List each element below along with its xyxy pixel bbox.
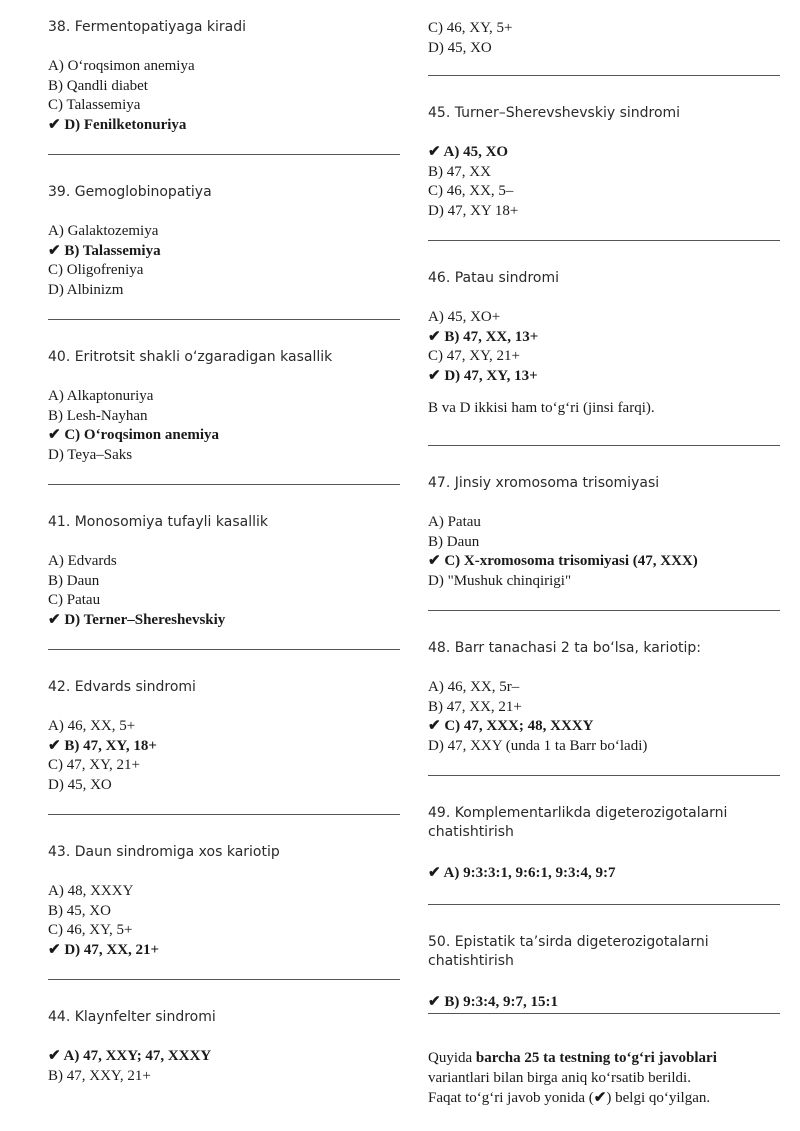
divider: [48, 154, 400, 155]
option-b: B) 47, XX, 21+: [428, 698, 522, 715]
option-d-correct: ✔ D) 47, XX, 21+: [48, 941, 160, 958]
question-title: 41. Monosomiya tufayli kasallik: [48, 514, 268, 530]
option-c-correct: ✔ C) O‘roqsimon anemiya: [48, 427, 220, 443]
option-c: C) 46, XY, 5+: [428, 20, 513, 36]
check-mark-icon: ✔: [593, 1090, 607, 1106]
option-a: A) Alkaptonuriya: [48, 388, 154, 404]
option-d: D) 47, XY 18+: [428, 202, 519, 219]
option-c-correct: ✔ C) 47, XXX; 48, XXXY: [428, 718, 594, 734]
divider: [428, 75, 780, 76]
option-a: A) Edvards: [48, 553, 117, 569]
question-title-line1: 49. Komplementarlikda digeterozigotalarni: [428, 805, 728, 821]
option-a: A) Patau: [428, 514, 481, 530]
option-d: D) "Mushuk chinqirigi": [428, 572, 572, 589]
question-title: 47. Jinsiy xromosoma trisomiyasi: [428, 475, 660, 491]
option-c: C) 47, XY, 21+: [48, 757, 140, 773]
question-title: 44. Klaynfelter sindromi: [48, 1009, 216, 1025]
divider: [428, 445, 780, 446]
option-c: C) 46, XX, 5–: [428, 183, 514, 199]
option-a: A) 46, XX, 5r–: [428, 679, 520, 695]
question-title: 50. Epistatik ta’sirda digeterozigotalarni chatishtirish: [428, 934, 709, 969]
option-b-correct: ✔ B) 47, XY, 18+: [48, 737, 157, 754]
option-d: D) 45, XO: [428, 39, 492, 56]
footer-line-3: [428, 1088, 780, 1108]
option-c: C) 47, XY, 21+: [428, 348, 520, 364]
option-b: B) Daun: [428, 533, 480, 550]
option-b: B) 45, XO: [48, 902, 111, 919]
question-38: [48, 18, 400, 135]
option-d-correct: ✔ D) 47, XY, 13+: [428, 367, 538, 384]
option-c: C) Oligofreniya: [48, 262, 144, 278]
option-d: D) Teya–Saks: [48, 446, 133, 463]
question-46: [428, 269, 780, 418]
question-40: [48, 348, 400, 465]
question-50: [428, 933, 780, 1013]
option-c-correct: ✔ C) X-xromosoma trisomiyasi (47, XXX): [428, 553, 698, 569]
footer-line-2: variantlari bilan birga aniq ko‘rsatib berildi.: [428, 1070, 691, 1086]
option-c: C) Talassemiya: [48, 97, 141, 113]
option-b: B) Lesh-Nayhan: [48, 407, 148, 424]
question-title: 48. Barr tanachasi 2 ta bo‘lsa, kariotip:: [428, 640, 701, 656]
option-d-correct: ✔ D) Fenilketonuriya: [48, 116, 187, 133]
question-title-line2: chatishtirish: [428, 824, 514, 840]
option-a: A) 45, XO+: [428, 309, 501, 325]
question-42: [48, 678, 400, 795]
summary-footer: [428, 1048, 780, 1108]
option-b: B) Daun: [48, 572, 100, 589]
divider: [48, 814, 400, 815]
question-41: [48, 513, 400, 630]
question-title: 42. Edvards sindromi: [48, 679, 196, 695]
question-49: [428, 804, 780, 884]
option-c: C) 46, XY, 5+: [48, 922, 133, 938]
question-48: [428, 639, 780, 756]
question-39: [48, 183, 400, 300]
option-b: B) 47, XXY, 21+: [48, 1067, 151, 1084]
option-b-correct: ✔ B) 47, XX, 13+: [428, 328, 539, 345]
question-title: 43. Daun sindromiga xos kariotip: [48, 844, 280, 860]
divider: [428, 775, 780, 776]
question-title: 40. Eritrotsit shakli o‘zgaradigan kasallik: [48, 349, 333, 365]
option-a: A) Galaktozemiya: [48, 223, 159, 239]
question-47: [428, 474, 780, 591]
option-a-correct: ✔ A) 45, XO: [428, 144, 509, 160]
divider: [48, 649, 400, 650]
question-44: [48, 1008, 400, 1086]
footer-bold-text: barcha 25 ta testning to‘g‘ri javoblari: [475, 1050, 717, 1066]
option-b-correct: ✔ B) 9:3:4, 9:7, 15:1: [428, 994, 559, 1010]
divider: [428, 610, 780, 611]
question-45: [428, 104, 780, 221]
question-title: 45. Turner–Sherevshevskiy sindromi: [428, 105, 681, 121]
option-d: D) 47, XXY (unda 1 ta Barr bo‘ladi): [428, 737, 648, 754]
option-b: B) Qandli diabet: [48, 77, 148, 94]
divider: [48, 319, 400, 320]
divider: [48, 979, 400, 980]
option-d: D) Albinizm: [48, 281, 124, 298]
option-d-correct: ✔ D) Terner–Shereshevskiy: [48, 611, 226, 628]
option-a: A) 46, XX, 5+: [48, 718, 136, 734]
option-a: A) O‘roqsimon anemiya: [48, 58, 195, 74]
divider: [428, 1013, 780, 1014]
footer-text: ) belgi qo‘yilgan.: [606, 1090, 711, 1106]
option-b: B) 47, XX: [428, 163, 491, 180]
divider: [48, 484, 400, 485]
option-c: C) Patau: [48, 592, 101, 608]
answer-note: B va D ikkisi ham to‘g‘ri (jinsi farqi).: [428, 400, 655, 416]
question-title: 38. Fermentopatiyaga kiradi: [48, 19, 247, 35]
option-b-correct: ✔ B) Talassemiya: [48, 242, 161, 259]
question-title: 39. Gemoglobinopatiya: [48, 184, 212, 200]
footer-text: Faqat to‘g‘ri javob yonida (: [428, 1090, 594, 1106]
divider: [428, 904, 780, 905]
option-a-correct: ✔ A) 47, XXY; 47, XXXY: [48, 1048, 212, 1064]
footer-text: Quyida: [428, 1050, 476, 1066]
question-43: [48, 843, 400, 960]
question-title: 46. Patau sindromi: [428, 270, 559, 286]
option-d: D) 45, XO: [48, 776, 112, 793]
footer-line-1: [428, 1048, 780, 1068]
divider: [428, 240, 780, 241]
option-a: A) 48, XXXY: [48, 883, 134, 899]
option-a-correct: ✔ A) 9:3:3:1, 9:6:1, 9:3:4, 9:7: [428, 865, 616, 881]
question-44-continued: [428, 19, 780, 58]
